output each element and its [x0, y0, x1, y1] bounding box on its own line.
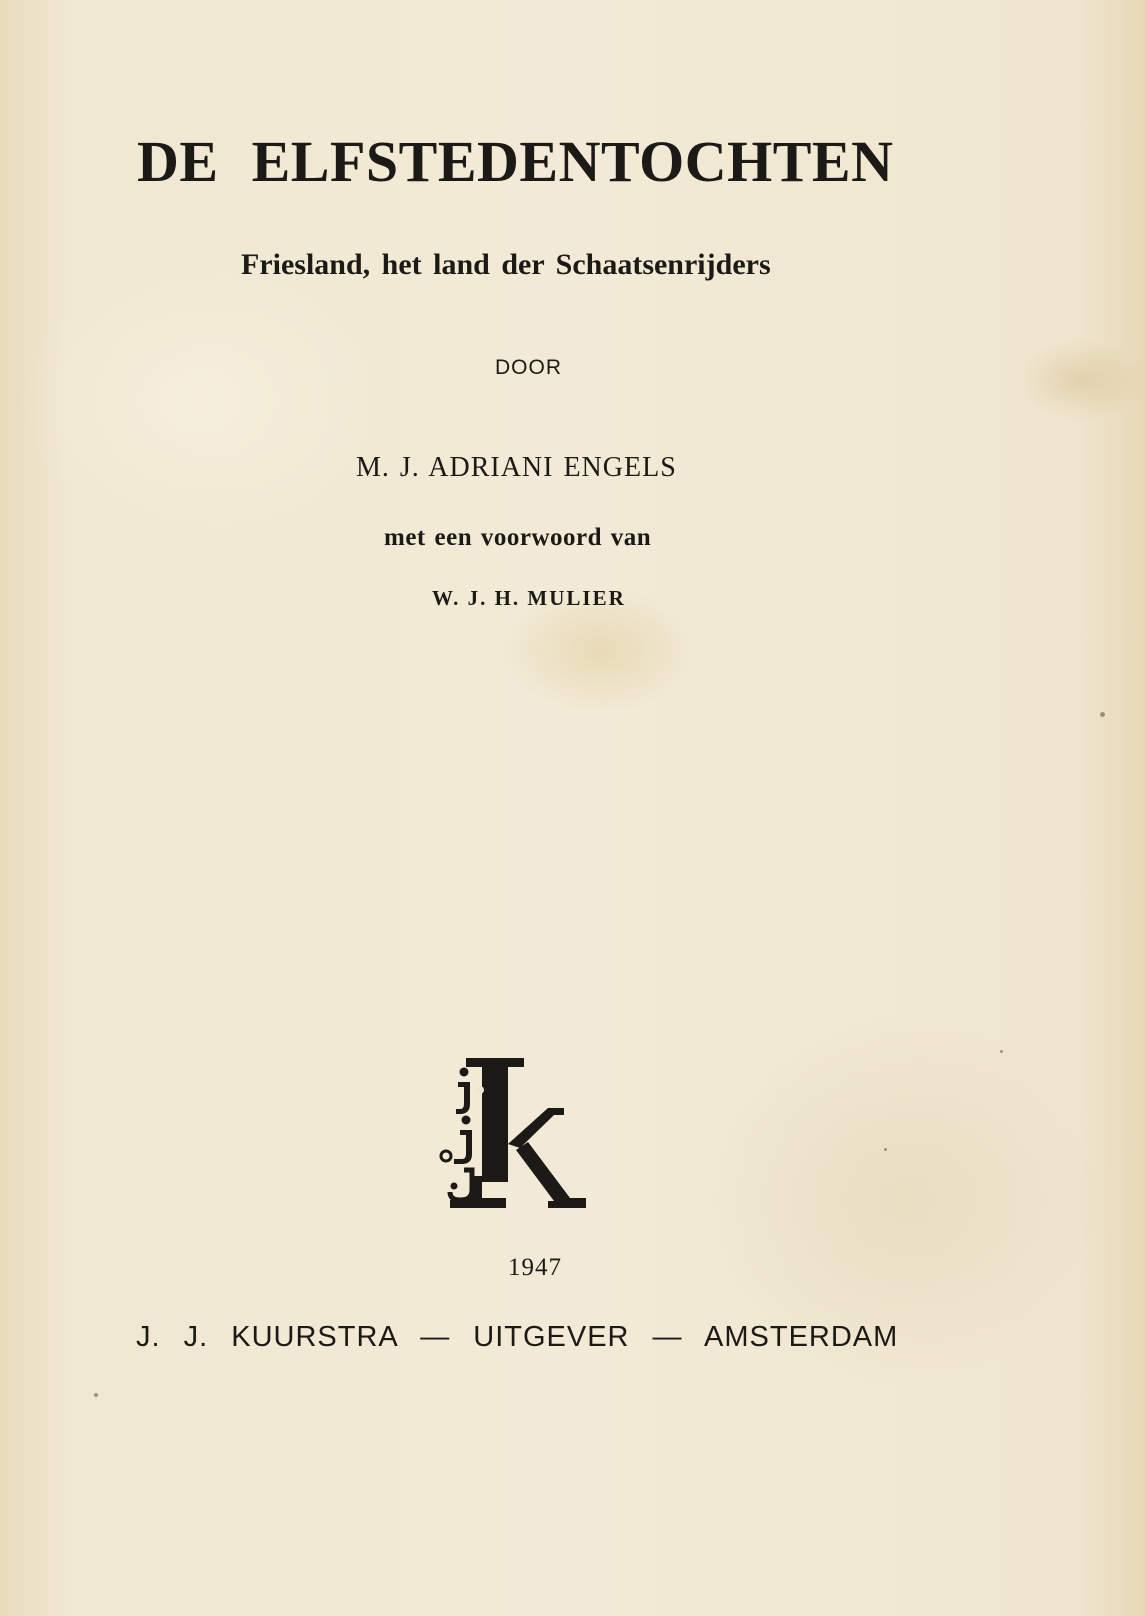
foreword-label: met een voorwoord van	[384, 524, 652, 551]
author-name: M. J. ADRIANI ENGELS	[356, 452, 677, 483]
paper-speck	[1100, 712, 1105, 717]
paper-speck	[94, 1393, 98, 1397]
book-subtitle: Friesland, het land der Schaatsenrijders	[241, 248, 771, 281]
book-title: DE ELFSTEDENTOCHTEN	[137, 129, 894, 194]
publisher-line: J. J. KUURSTRA — UITGEVER — AMSTERDAM	[136, 1321, 899, 1353]
paper-speck	[1000, 1050, 1003, 1053]
foreword-author: W. J. H. MULIER	[432, 586, 626, 610]
publisher-logo-icon	[436, 1058, 608, 1216]
publication-year: 1947	[508, 1254, 562, 1281]
by-label: DOOR	[495, 356, 562, 379]
paper-speck	[884, 1148, 887, 1151]
